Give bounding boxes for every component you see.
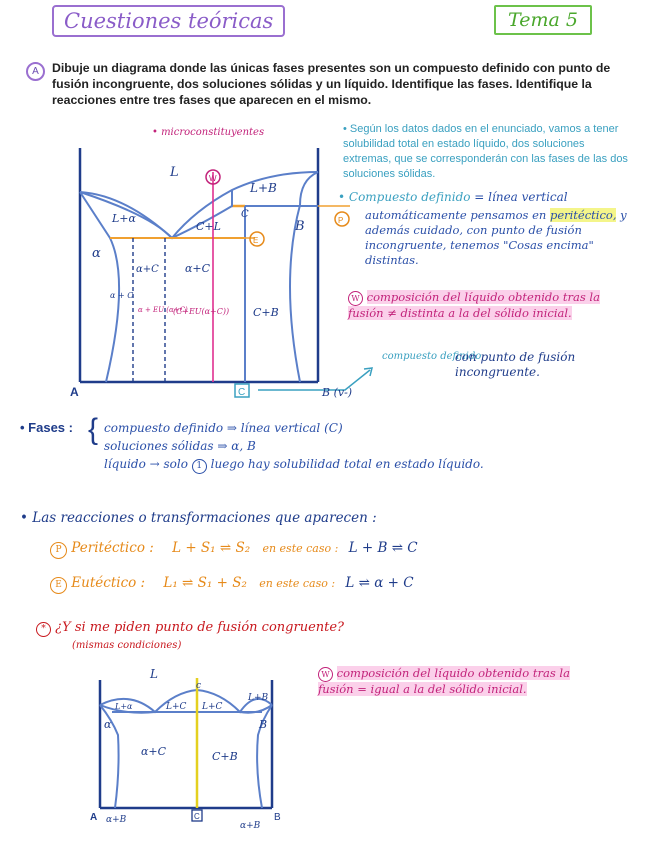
w-marker: W (209, 174, 217, 183)
ceu-label: (C+EU(α+C)) (173, 307, 230, 316)
congruent-sub: (mismas condiciones) (72, 640, 182, 651)
question-marker: A (26, 62, 45, 81)
micro-label: • microconstituyentes (152, 127, 265, 138)
congruent-question-text: ¿Y si me piden punto de fusión congruente? (55, 620, 345, 635)
B-axis-label: B (v-) (322, 386, 353, 399)
eutectic-case: en este caso : (259, 577, 336, 590)
w-marker-note-2: W (318, 667, 333, 682)
d2-C: C (194, 812, 200, 821)
aC-mix-label: α + C (110, 291, 134, 300)
aEU-label: α + EU (α+C) (138, 306, 188, 314)
aC-label-2: α+C (185, 262, 211, 275)
eutectic-eq: L₁ ⇌ S₁ + S₂ (163, 575, 247, 591)
phases-list (104, 419, 634, 474)
A-axis-label: A (70, 385, 79, 399)
CL-label: C+L (196, 220, 221, 233)
note-w1-text: composición del líquido obtenido tras la fusión ≠ distinta a la del sólido inicial. (348, 290, 600, 320)
d2-A: A (90, 812, 98, 823)
congruent-question: * ¿Y si me piden punto de fusión congruente? (36, 620, 396, 637)
E-marker-icon: E (50, 577, 67, 594)
d2-L: L (150, 667, 158, 681)
peritectic-eq: L + S₁ ⇌ S₂ (172, 540, 251, 556)
phase-liquid-a: líquido → solo (104, 457, 188, 471)
peritectic-case-eq: L + B ⇌ C (348, 540, 418, 556)
topic-badge: Tema 5 (494, 5, 592, 35)
C-box-label: C (238, 387, 246, 398)
d2-LB: L+B (248, 693, 269, 703)
d2-LC: L+C (166, 702, 187, 712)
peritectic-case: en este caso : (262, 542, 339, 555)
reaction-eutectic (50, 575, 640, 594)
reactions-title: • Las reacciones o transformaciones que aparecen : (20, 510, 377, 526)
eutectic-label: Eutéctico : (71, 575, 146, 591)
E-marker: E (253, 236, 259, 245)
note-w2-text: composición del líquido obtenido tras la fusión = igual a la del sólido inicial. (318, 666, 570, 696)
aC-label-1: α+C (136, 264, 159, 275)
note-solubility: • Según los datos dados en el enunciado, vamos a tener solubilidad total en estado líquido, dos soluciones extremas, que se corresponderán con las fases de las dos soluciones sólidas. (343, 123, 628, 180)
note-compound (338, 190, 638, 204)
eutectic-case-eq: L ⇌ α + C (345, 575, 414, 591)
arrow-note-label: compuesto definido (382, 351, 482, 362)
d2-a: α (104, 718, 112, 731)
note-peritectic-b: peritéctico, (549, 208, 617, 222)
arrow-note-text: con punto de fusión incongruente. (455, 350, 576, 379)
d2-LC2: L+C (202, 702, 223, 712)
note-peritectic (365, 208, 635, 268)
d2-aB2: α+B (240, 821, 261, 831)
phases-label: • Fases : (20, 420, 73, 435)
arrow-to-note (258, 370, 370, 390)
d2-Bb: B (274, 812, 281, 823)
alpha-label: α (92, 246, 101, 261)
d2-aC: α+C (141, 745, 167, 758)
question-text: Dibuje un diagrama donde las únicas fases presentes son un compuesto definido con punto de fusión incongruente, dos soluciones sólidas y un líquido. Identifique las fases. Identifique la reacciones entre tres fases que aparecen en el mismo. (52, 61, 611, 107)
note-w1 (348, 290, 618, 321)
note-w2 (318, 666, 608, 697)
phase-diagram-congruent (0, 660, 320, 848)
LB-label: L+B (250, 181, 277, 195)
note-peritectic-a: automáticamente pensamos en (365, 208, 547, 222)
liquid-count: 1 (192, 459, 207, 474)
phase-compound: compuesto definido ⇒ línea vertical (C) (104, 421, 343, 435)
d2-c: c (196, 681, 202, 691)
beta-label: B (295, 219, 305, 234)
P-marker-icon: P (50, 542, 67, 559)
phase-liquid-b: luego hay solubilidad total en estado líquido. (210, 457, 484, 471)
d2-La: L+α (115, 702, 133, 711)
L-label: L (170, 165, 179, 180)
d2-aB: α+B (106, 815, 127, 825)
note-peritectic-c: y además cuidado, con punto de fusión incongruente, tenemos "Cosas encima" distintas. (365, 208, 627, 267)
reaction-peritectic (50, 540, 640, 559)
beta-boundary (290, 172, 318, 382)
d2-B: B (259, 718, 268, 731)
phase-solid: soluciones sólidas ⇒ α, B (104, 439, 256, 453)
d2-CB: C+B (212, 750, 238, 763)
P-marker: P (338, 216, 344, 225)
peritectic-label: Peritéctico : (71, 540, 154, 556)
note-compound-a: • Compuesto definido (338, 190, 471, 204)
CB-label: C+B (253, 306, 279, 319)
C-point-label: C (241, 209, 249, 220)
note-compound-b: = línea vertical (474, 190, 568, 204)
phase-liquid (104, 455, 634, 474)
La-label: L+α (112, 212, 136, 225)
page-title: Cuestiones teóricas (52, 5, 285, 37)
w-marker-note: W (348, 291, 363, 306)
